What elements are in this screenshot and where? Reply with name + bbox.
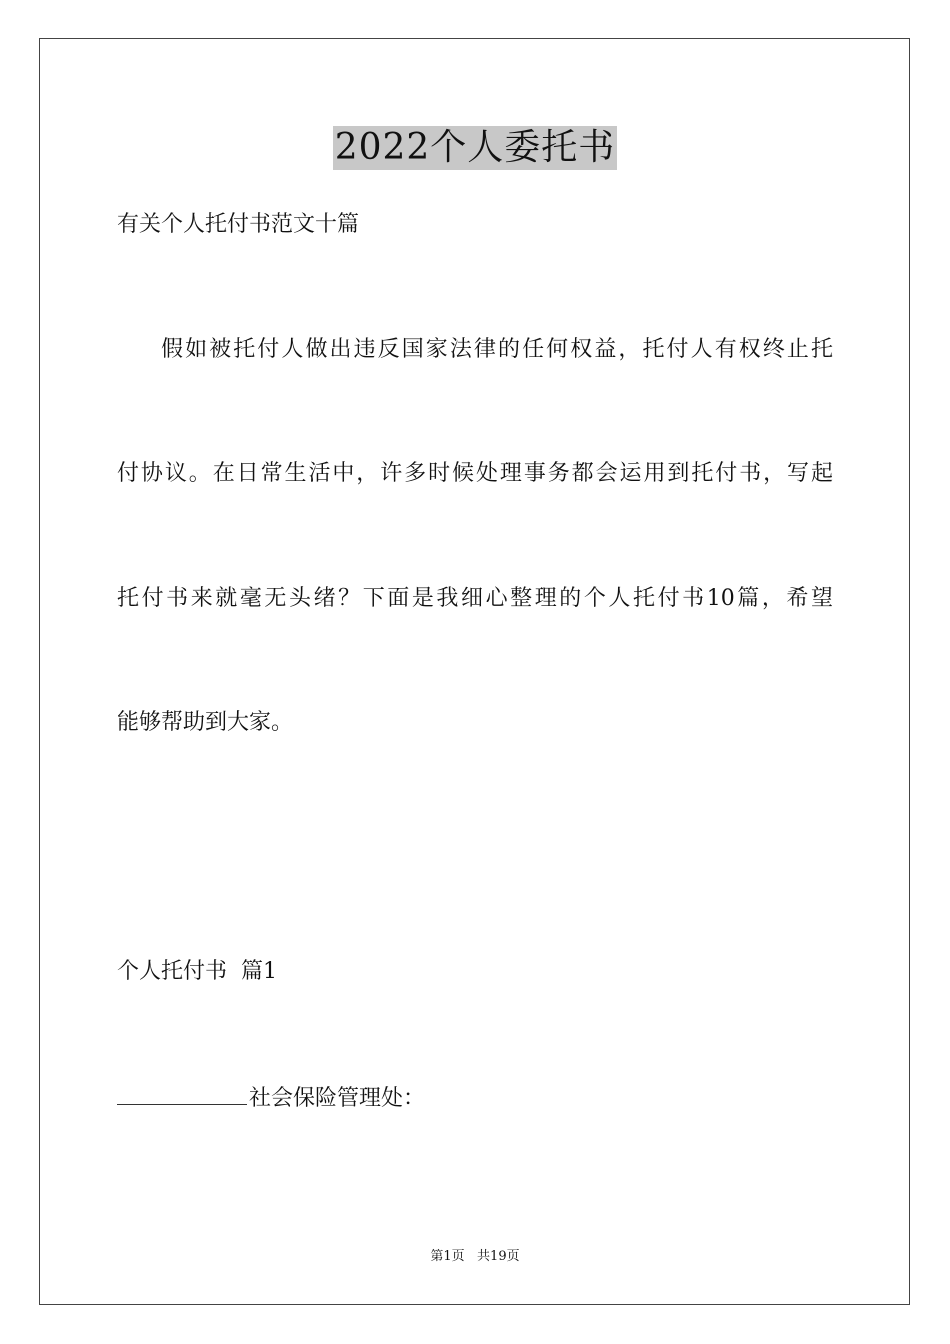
page-footer: 第1页 共19页 [430,1249,520,1264]
subtitle: 有关个人托付书范文十篇 [117,212,360,237]
document-title: 2022个人委托书 [334,127,616,168]
section-heading: 个人托付书 篇1 [117,959,277,984]
addressee-line [117,1082,425,1114]
intro-line-2: 付协议。在日常生活中，许多时候处理事务都会运用到托付书，写起 [117,461,833,486]
intro-line-4: 能够帮助到大家。 [117,710,294,735]
intro-line-3: 托付书来就毫无头绪？下面是我细心整理的个人托付书10篇，希望 [117,586,833,611]
intro-line-1: 假如被托付人做出违反国家法律的任何权益，托付人有权终止托 [161,337,833,362]
title-container [0,126,950,170]
addressee-text: 社会保险管理处： [249,1086,426,1111]
blank-underline [117,1082,247,1105]
